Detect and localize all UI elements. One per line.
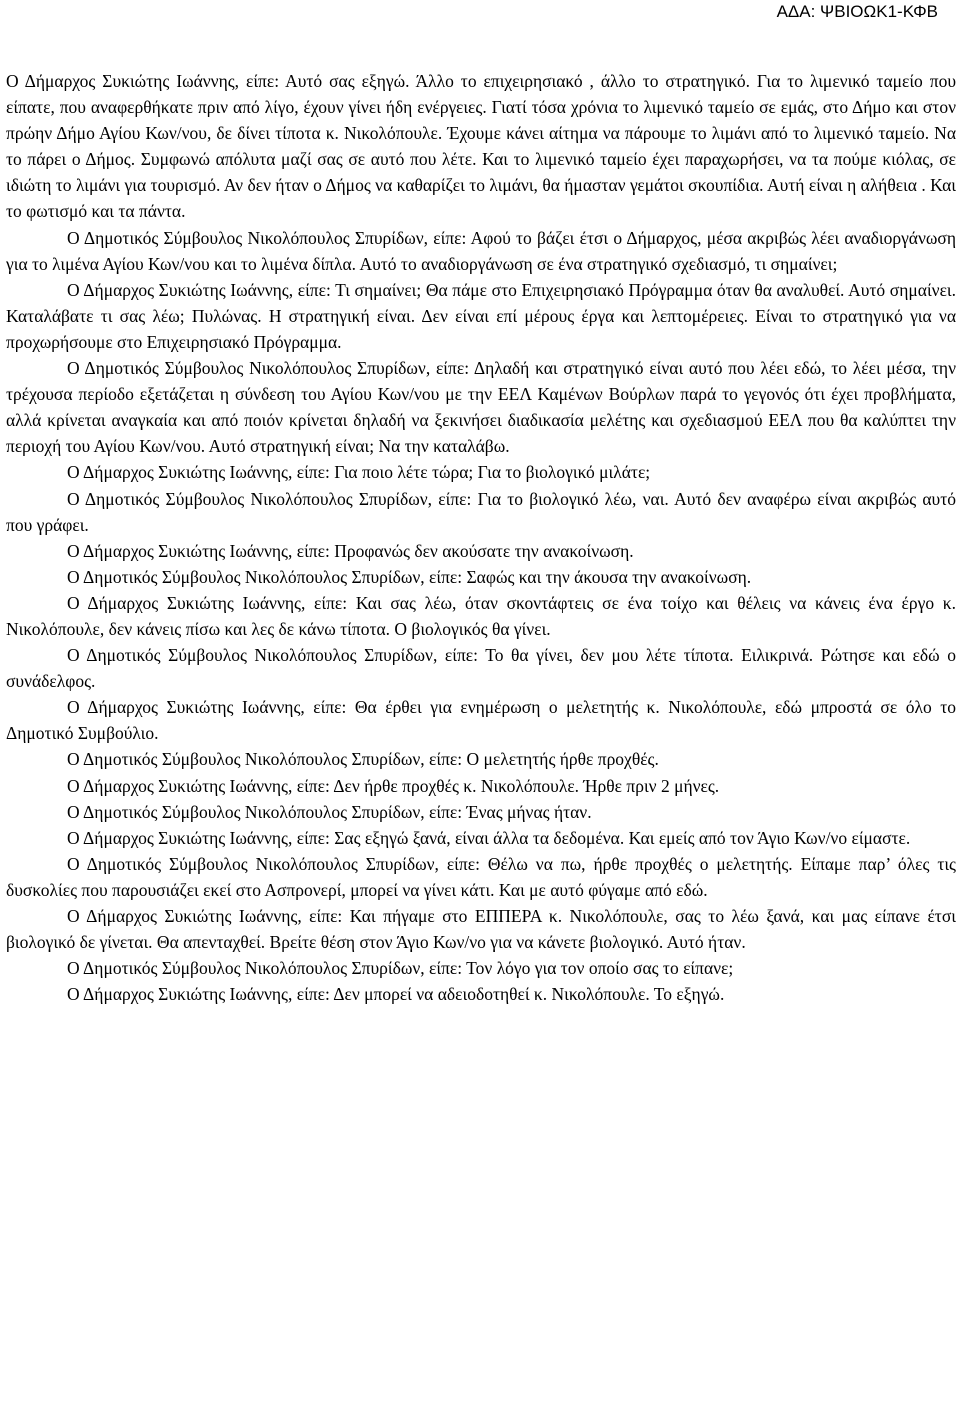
- paragraph-mayor-eppera: Ο Δήμαρχος Συκιώτης Ιωάννης, είπε: Και πήγαμε στο ΕΠΠΕΡΑ κ. Νικολόπουλε, σας το λέω ξανά, και μας είπανε έτσι βιολογικό δε γίνεται. Θα απενταχθεί. Βρείτε θέση στον Άγιο Κων/νο για να κάνετε βιολογικό. Αυτό ήταν.: [6, 906, 956, 953]
- paragraph-councillor-one-month: Ο Δημοτικός Σύμβουλος Νικολόπουλος Σπυρίδων, είπε: Ένας μήνας ήταν.: [67, 801, 592, 822]
- paragraph-mayor-wall: Ο Δήμαρχος Συκιώτης Ιωάννης, είπε: Και σας λέω, όταν σκοντάφτεις σε ένα τοίχο και θέλεις να κάνεις ένα έργο κ. Νικολόπουλε, δεν κάνεις πίσω και λες δε κάνω τίποτα. Ο βιολογικός θα γίνει.: [6, 592, 956, 639]
- paragraph-councillor-biological: Ο Δημοτικός Σύμβουλος Νικολόπουλος Σπυρίδων, είπε: Για το βιολογικό λέω, ναι. Αυτό δεν αναφέρω είναι ακριβώς αυτό που γράφει.: [6, 488, 956, 535]
- paragraph-councillor-asproneri: Ο Δημοτικός Σύμβουλος Νικολόπουλος Σπυρίδων, είπε: Θέλω να πω, ήρθε προχθές ο μελετητής. Είπαμε παρ’ όλες τις δυσκολίες που παρουσιάζει εκεί στο Ασπρονερί, μπορεί να γίνει κάτι. Και με αυτό φύγαμε από εδώ.: [6, 853, 956, 900]
- paragraph-mayor-licensing: Ο Δήμαρχος Συκιώτης Ιωάννης, είπε: Δεν μπορεί να αδειοδοτηθεί κ. Νικολόπουλε. Το εξηγώ.: [67, 984, 725, 1005]
- paragraph-councillor-announcement: Ο Δημοτικός Σύμβουλος Νικολόπουλος Σπυρίδων, είπε: Σαφώς και την άκουσα την ανακοίνωση.: [67, 566, 752, 587]
- paragraph-mayor-announcement: Ο Δήμαρχος Συκιώτης Ιωάννης, είπε: Προφανώς δεν ακούσατε την ανακοίνωση.: [67, 540, 634, 561]
- paragraph-councillor-sincerely: Ο Δημοτικός Σύμβουλος Νικολόπουλος Σπυρίδων, είπε: Το θα γίνει, δεν μου λέτε τίποτα. Ειλικρινά. Ρώτησε και εδώ ο συνάδελφος.: [6, 645, 956, 692]
- ada-header: ΑΔΑ: ΨΒΙΟΩΚ1-ΚΦΒ: [776, 2, 938, 21]
- paragraph-councillor-planner-came: Ο Δημοτικός Σύμβουλος Νικολόπουλος Σπυρίδων, είπε: Ο μελετητής ήρθε προχθές.: [67, 749, 659, 770]
- paragraph-mayor-biological-question: Ο Δήμαρχος Συκιώτης Ιωάννης, είπε: Για ποιο λέτε τώρα; Για το βιολογικό μιλάτε;: [67, 462, 651, 483]
- paragraph-mayor-data-changed: Ο Δήμαρχος Συκιώτης Ιωάννης, είπε: Σας εξηγώ ξανά, είναι άλλα τα δεδομένα. Και εμείς από τον Άγιο Κων/νο είμαστε.: [67, 827, 911, 848]
- paragraph-councillor-reason: Ο Δημοτικός Σύμβουλος Νικολόπουλος Σπυρίδων, είπε: Τον λόγο για τον οποίο σας το είπανε;: [67, 958, 734, 979]
- paragraph-mayor-strategy: Ο Δήμαρχος Συκιώτης Ιωάννης, είπε: Αυτό σας εξηγώ. Άλλο το επιχειρησιακό , άλλο το στρατηγικό. Για το λιμενικό ταμείο που είπατε, που αναφερθήκατε πριν από λίγο, έχουν γίνει ήδη ενέργειες. Γιατί τόσα χρόνια το λιμενικό ταμείο σε εμάς, στο Δήμο και στον πρώην Δήμο Αγίου Κων/νου, δε δίνει τίποτα κ. Νικολόπουλε. Έχουμε κάνει αίτημα να πάρουμε το λιμάνι από το λιμενικό ταμείο. Να το πάρει ο Δήμος. Συμφωνώ απόλυτα μαζί σας σε αυτό που λέτε. Και το λιμενικό ταμείο έχει παραχωρήσει, να τα πούμε κιόλας, σε ιδιώτη το λιμάνι για τουρισμό. Αν δεν ήταν ο Δήμος να καθαρίζει το λιμάνι, θα ήμασταν γεμάτοι σκουπίδια. Αυτή είναι η αλήθεια . Και το φωτισμό και τα πάντα.: [6, 71, 956, 222]
- document-body: [6, 68, 956, 1007]
- paragraph-mayor-briefing: Ο Δήμαρχος Συκιώτης Ιωάννης, είπε: Θα έρθει για ενημέρωση ο μελετητής κ. Νικολόπουλε, εδώ μπροστά σε όλο το Δημοτικό Συμβούλιο.: [6, 697, 956, 744]
- paragraph-councillor-eel: Ο Δημοτικός Σύμβουλος Νικολόπουλος Σπυρίδων, είπε: Δηλαδή και στρατηγικό είναι αυτό που λέει εδώ, το λέει μέσα, την τρέχουσα περίοδο εξετάζεται η σύνδεση του Αγίου Κων/νου με την ΕΕΛ Καμένων Βούρλων παρά το γεγονός ότι έχει προβλήματα, αλλά κρίνεται αναγκαία και από ποιόν κρίνεται δηλαδή να ξεκινήσει διαδικασία μελέτης και σχεδιασμού ΕΕΛ που θα καλύπτει την περιοχή του Αγίου Κων/νου. Αυτό στρατηγική είναι; Να την καταλάβω.: [6, 358, 956, 457]
- paragraph-councillor-reorganization: Ο Δημοτικός Σύμβουλος Νικολόπουλος Σπυρίδων, είπε: Αφού το βάζει έτσι ο Δήμαρχος, μέσα ακριβώς λέει αναδιοργάνωση για το λιμένα Αγίου Κων/νου και το λιμένα δίπλα. Αυτό το αναδιοργάνωση σε ένα στρατηγικό σχεδιασμό, τι σημαίνει;: [6, 227, 956, 274]
- paragraph-mayor-operational-program: Ο Δήμαρχος Συκιώτης Ιωάννης, είπε: Τι σημαίνει; Θα πάμε στο Επιχειρησιακό Πρόγραμμα όταν θα αναλυθεί. Αυτό σημαίνει. Καταλάβατε τι σας λέω; Πυλώνας. Η στρατηγική είναι. Δεν είναι επί μέρους έργα και λεπτομέρειες. Είναι το στρατηγικό για να προχωρήσουμε στο Επιχειρησιακό Πρόγραμμα.: [6, 279, 956, 352]
- paragraph-mayor-two-months: Ο Δήμαρχος Συκιώτης Ιωάννης, είπε: Δεν ήρθε προχθές κ. Νικολόπουλε. Ήρθε πριν 2 μήνες.: [67, 775, 720, 796]
